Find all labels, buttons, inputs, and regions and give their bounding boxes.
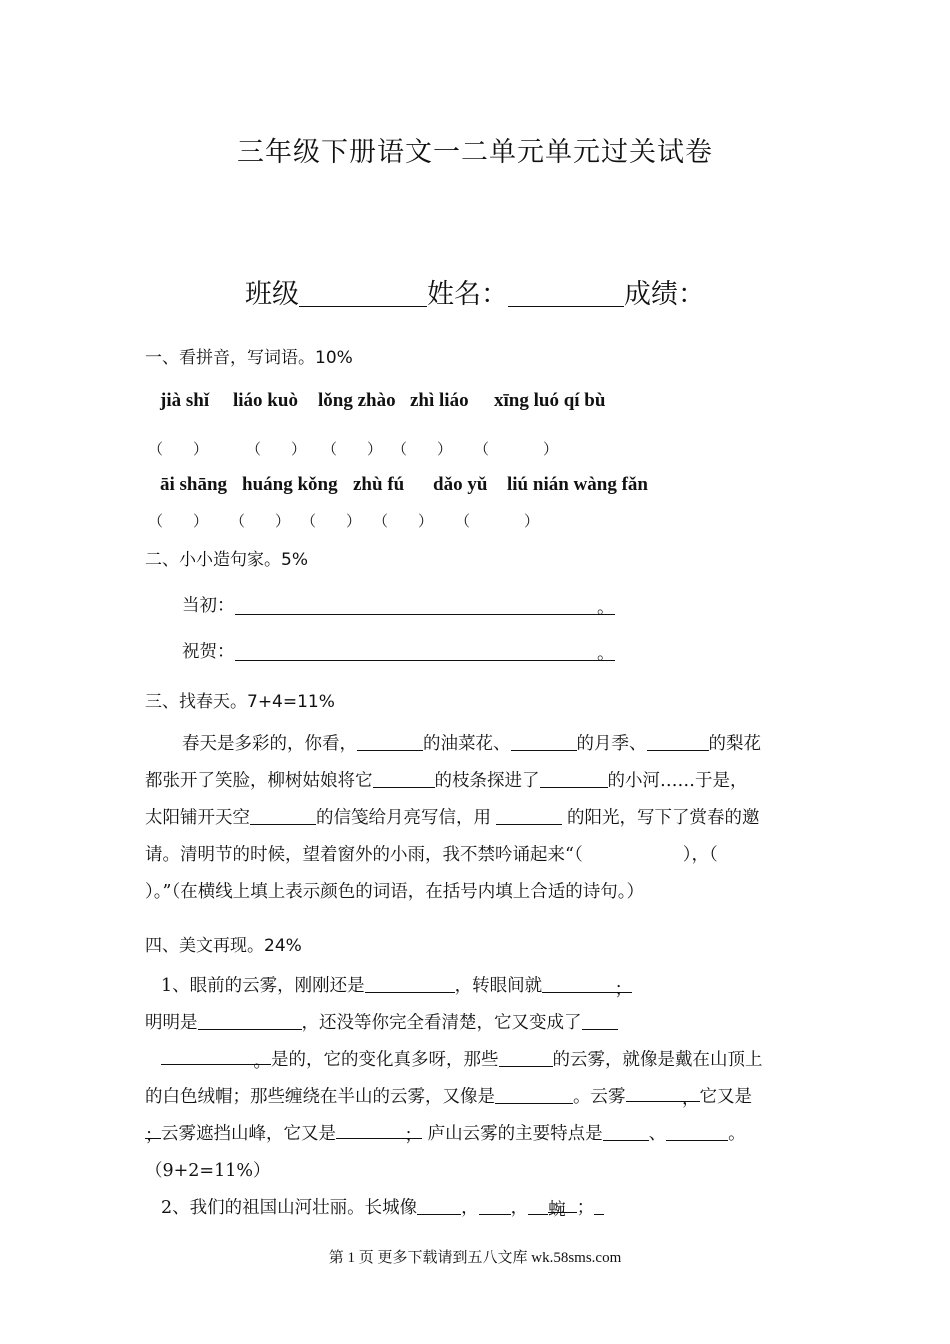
text: ；	[404, 1126, 422, 1146]
text: 的云雾，就像是戴在山顶上	[552, 1050, 763, 1070]
sentence-blank[interactable]	[235, 594, 615, 618]
fill-blank[interactable]	[540, 767, 608, 788]
text: ，	[682, 1089, 700, 1109]
fill-blank[interactable]	[666, 1120, 728, 1141]
text: 太阳铺开天空	[145, 808, 250, 828]
pinyin-item: zhù fú	[353, 474, 405, 495]
period: 。	[597, 598, 615, 618]
text: ，	[510, 1198, 529, 1218]
pinyin-item: jià shǐ	[160, 390, 210, 411]
period: 。	[597, 644, 615, 664]
text: 。	[253, 1052, 271, 1072]
fill-blank[interactable]	[357, 730, 423, 751]
text: ，还没等你完全看清楚，它又变成了	[301, 1013, 582, 1033]
fill-blank[interactable]	[594, 1194, 604, 1215]
text: ，转眼间就	[454, 976, 543, 996]
answer-paren[interactable]: （ ）	[392, 440, 453, 458]
text: 、	[648, 1124, 667, 1144]
text: 它又是	[699, 1087, 752, 1107]
fill-blank[interactable]	[528, 1194, 548, 1215]
text: 庐山云雾的主要特点是	[427, 1124, 603, 1144]
pinyin-item: zhì liáo	[410, 390, 469, 411]
fill-blank[interactable]	[496, 804, 562, 825]
fill-blank[interactable]	[250, 804, 316, 825]
text: 是的，它的变化真多呀，那些	[271, 1050, 499, 1070]
sentence-item	[182, 638, 615, 663]
answer-paren[interactable]: （ ）	[474, 440, 567, 458]
sentence-word: 当初：	[182, 596, 235, 616]
answer-paren[interactable]: （ ）	[246, 440, 307, 458]
name-label: 姓名：	[427, 279, 508, 310]
text: 2、我们的祖国山河壮丽。长城像	[161, 1198, 418, 1218]
fill-blank[interactable]	[647, 730, 709, 751]
fill-blank[interactable]	[542, 972, 633, 1000]
text: （9+2=11%）	[145, 1161, 271, 1181]
fill-blank[interactable]	[198, 1009, 302, 1030]
fill-blank[interactable]	[499, 1046, 553, 1067]
answer-paren[interactable]: （ ）	[148, 440, 209, 458]
fill-blank[interactable]	[479, 1194, 511, 1215]
student-info-line	[0, 272, 950, 311]
text: 的梨花	[708, 734, 761, 754]
pinyin-item: liáo kuò	[233, 390, 298, 411]
section4-heading: 四、美文再现。24%	[145, 936, 302, 956]
text: 的信笺给月亮写信，用	[316, 808, 491, 828]
fill-blank[interactable]	[548, 1192, 577, 1220]
fill-blank[interactable]	[417, 1194, 461, 1215]
text: 的枝条探进了	[434, 771, 540, 791]
fill-blank[interactable]	[161, 1044, 271, 1072]
pinyin-item: liú nián wàng fǎn	[507, 474, 648, 495]
page-footer: 第 1 页 更多下载请到五八文库 wk.58sms.com	[328, 1250, 622, 1266]
section4-paragraph	[145, 968, 807, 1227]
text: ）。”（在横线上填上表示颜色的词语，在括号内填上合适的诗句。）	[145, 882, 644, 902]
text: 1、眼前的云雾，刚刚还是	[161, 976, 365, 996]
score-label: 成绩：	[624, 279, 705, 310]
text: 请。清明节的时候，望着窗外的小雨，我不禁吟诵起来“（	[145, 845, 583, 865]
fill-blank[interactable]	[511, 730, 577, 751]
text: 春天是多彩的，你看，	[182, 734, 357, 754]
section3-paragraph	[145, 726, 807, 911]
text: 蜿	[548, 1200, 566, 1220]
pinyin-item: dǎo yǔ	[433, 474, 488, 495]
pinyin-item: huáng kǒng	[242, 474, 338, 495]
text: 的阳光，写下了赏春的邀	[567, 808, 760, 828]
text: ，	[461, 1198, 479, 1218]
section2-heading: 二、小小造句家。5%	[145, 550, 308, 570]
answer-paren[interactable]: （ ）	[301, 512, 362, 530]
fill-blank[interactable]	[626, 1081, 700, 1109]
sentence-blank[interactable]	[235, 640, 615, 664]
fill-blank[interactable]	[495, 1083, 573, 1104]
text: 都张开了笑脸，柳树姑娘将它	[145, 771, 373, 791]
class-label: 班级	[245, 279, 299, 310]
page-title: 三年级下册语文一二单元单元过关试卷	[237, 137, 713, 168]
answer-paren[interactable]: （ ）	[322, 440, 383, 458]
pinyin-item: xīng luó qí bù	[494, 390, 606, 411]
text: 的小河……于是，	[607, 771, 748, 791]
answer-paren[interactable]: （ ）	[373, 512, 434, 530]
pinyin-item: āi shāng	[160, 474, 228, 495]
text: 的月季、	[576, 734, 647, 754]
text: ；	[145, 1126, 163, 1146]
answer-paren[interactable]: （ ）	[455, 512, 548, 530]
section3-heading: 三、找春天。7+4=11%	[145, 692, 335, 712]
text: ；	[576, 1198, 595, 1218]
fill-blank[interactable]	[603, 1120, 649, 1141]
class-blank[interactable]	[299, 278, 427, 307]
section1-heading: 一、看拼音，写词语。10%	[145, 348, 353, 368]
answer-paren[interactable]: （ ）	[148, 512, 209, 530]
pinyin-item: lǒng zhào	[318, 390, 396, 411]
fill-blank[interactable]	[373, 767, 435, 788]
fill-blank[interactable]	[145, 1118, 163, 1146]
text: 。	[728, 1124, 746, 1144]
fill-blank[interactable]	[336, 1118, 422, 1146]
text: ；	[614, 980, 633, 1000]
sentence-item	[182, 592, 615, 617]
sentence-word: 祝贺：	[182, 642, 235, 662]
fill-blank[interactable]	[365, 972, 455, 993]
text: 云雾遮挡山峰，它又是	[161, 1124, 336, 1144]
text: 的油菜花、	[423, 734, 511, 754]
fill-blank[interactable]	[582, 1009, 618, 1030]
text: 的白色绒帽；那些缠绕在半山的云雾，又像是	[145, 1087, 495, 1107]
name-blank[interactable]	[508, 278, 624, 307]
answer-paren[interactable]: （ ）	[230, 512, 291, 530]
text: 明明是	[145, 1013, 198, 1033]
text: 。云雾	[573, 1087, 626, 1107]
text: ），（	[682, 845, 718, 865]
